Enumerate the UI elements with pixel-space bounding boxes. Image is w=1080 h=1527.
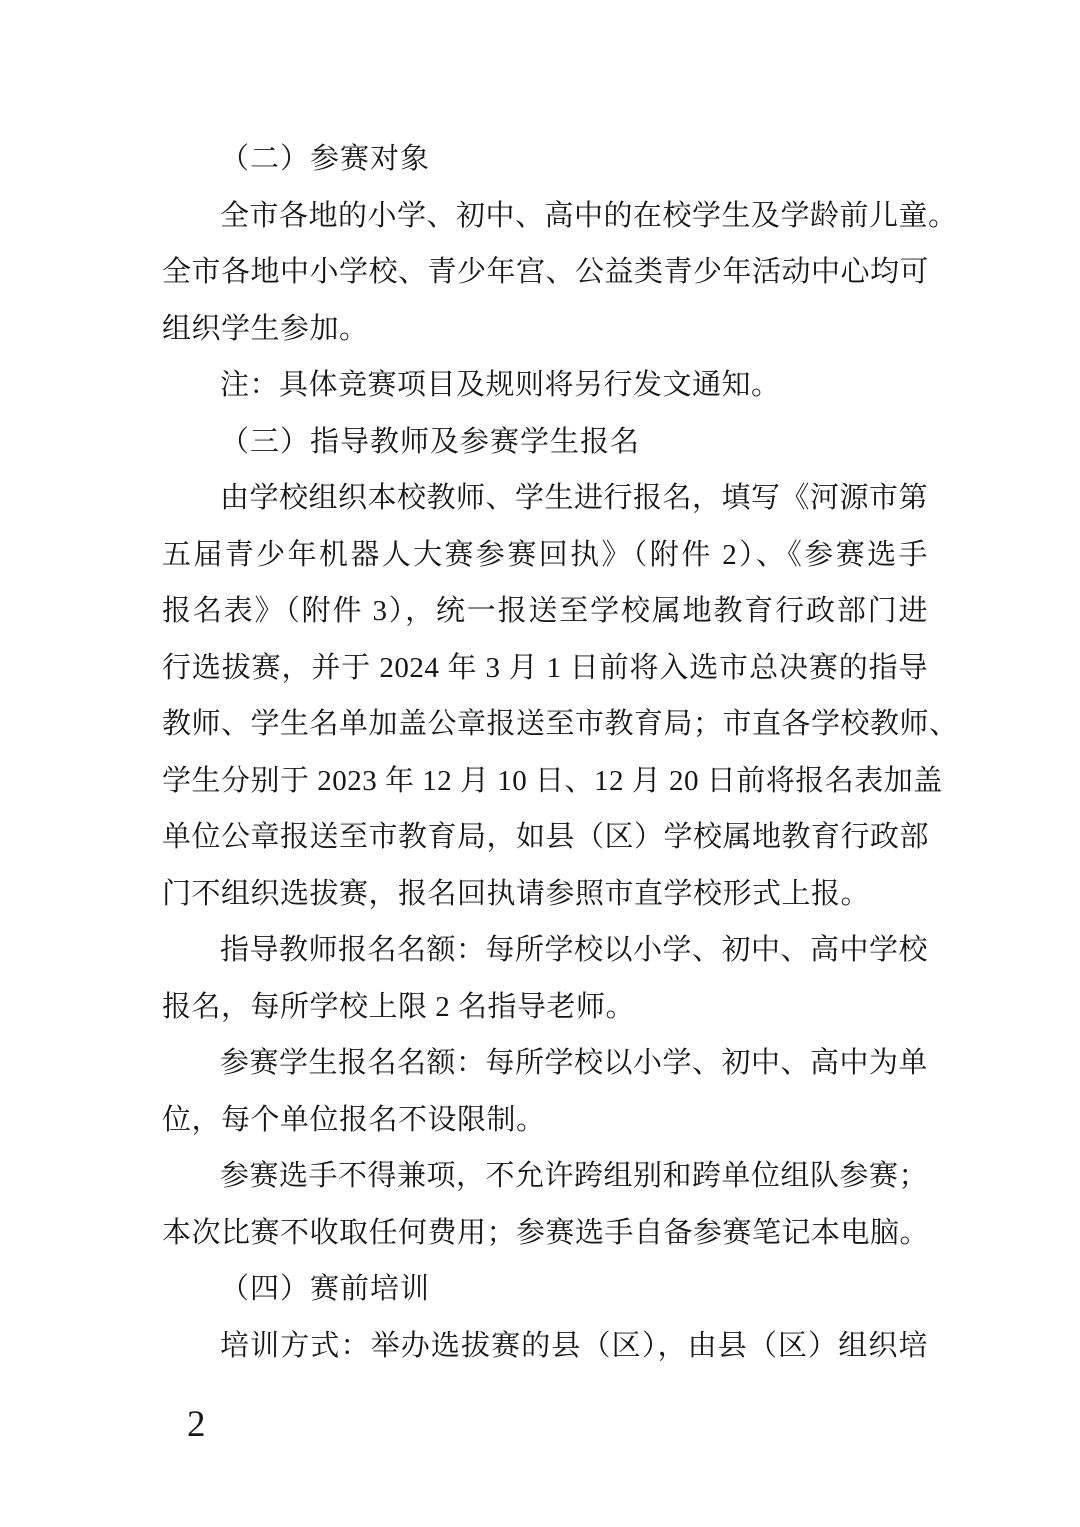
- text-line: 学生分别于 2023 年 12 月 10 日、12 月 20 日前将报名表加盖: [162, 764, 943, 797]
- text-line: 位，每个单位报名不设限制。: [162, 1103, 546, 1136]
- text-line: 全市各地的小学、初中、高中的在校学生及学龄前儿童。: [220, 199, 958, 232]
- text-line: 注：具体竞赛项目及规则将另行发文通知。: [220, 369, 781, 401]
- text-line: 行选拔赛，并于 2024 年 3 月 1 日前将入选市总决赛的指导: [162, 651, 928, 684]
- text-line: 单位公章报送至市教育局，如县（区）学校属地教育行政部: [162, 821, 930, 853]
- text-line: 组织学生参加。: [162, 312, 369, 345]
- text-line: 参赛选手不得兼项，不允许跨组别和跨单位组队参赛；: [220, 1160, 929, 1192]
- page-number: 2: [187, 1404, 206, 1445]
- section-heading: （三）指导教师及参赛学生报名: [220, 425, 641, 458]
- document-body: [162, 131, 959, 1374]
- text-line: 报名，每所学校上限 2 名指导老师。: [162, 990, 636, 1023]
- text-line: 全市各地中小学校、青少年宫、公益类青少年活动中心均可: [162, 256, 930, 288]
- text-line: 本次比赛不收取任何费用；参赛选手自备参赛笔记本电脑。: [162, 1216, 930, 1249]
- text-line: 培训方式：举办选拔赛的县（区），由县（区）组织培: [220, 1329, 928, 1362]
- text-line: 门不组织选拔赛，报名回执请参照市直学校形式上报。: [162, 877, 871, 910]
- section-heading: （四）赛前培训: [220, 1273, 431, 1305]
- section-heading: （二）参赛对象: [220, 143, 431, 175]
- text-line: 指导教师报名名额：每所学校以小学、初中、高中学校: [220, 934, 929, 966]
- text-line: 参赛学生报名名额：每所学校以小学、初中、高中为单: [220, 1047, 929, 1079]
- text-line: 五届青少年机器人大赛参赛回执》（附件 2）、《参赛选手: [162, 538, 928, 571]
- text-line: 报名表》（附件 3），统一报送至学校属地教育行政部门进: [162, 595, 928, 627]
- text-line: 由学校组织本校教师、学生进行报名，填写《河源市第: [220, 482, 929, 514]
- text-line: 教师、学生名单加盖公章报送至市教育局；市直各学校教师、: [162, 708, 959, 740]
